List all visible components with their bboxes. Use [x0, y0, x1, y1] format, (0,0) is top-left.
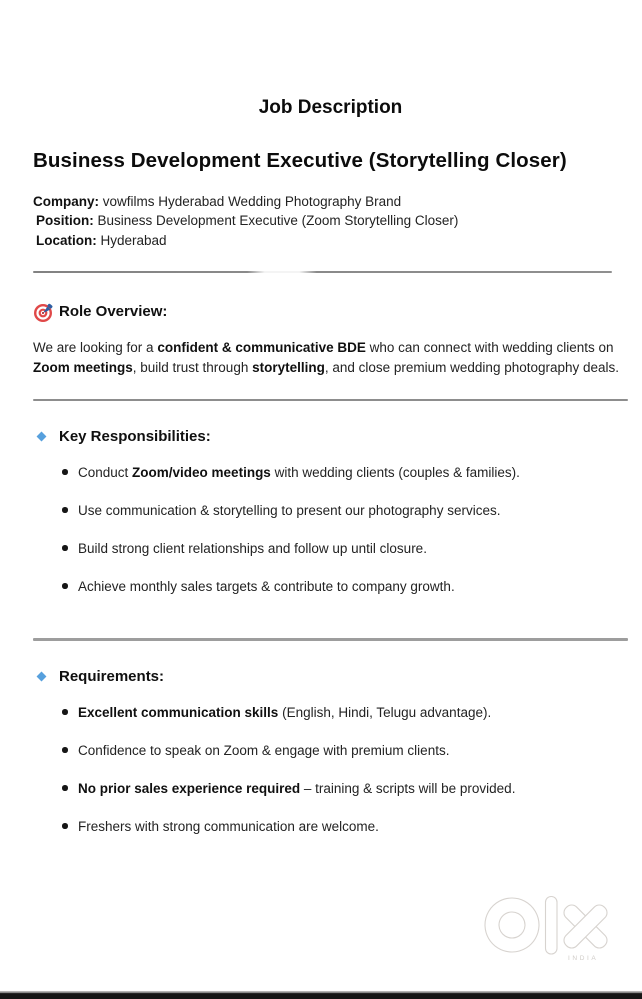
olx-watermark-logo: [483, 895, 615, 965]
list-item: Confidence to speak on Zoom & engage with premium clients.: [33, 742, 628, 759]
olx-india-label: INDIA: [568, 955, 599, 962]
page-title: Job Description: [258, 97, 403, 118]
section-divider: [33, 271, 612, 273]
list-item: Excellent communication skills (English, Hindi, Telugu advantage).: [33, 704, 628, 721]
list-item: Use communication & storytelling to present our photography services.: [33, 502, 628, 519]
list-item: Build strong client relationships and follow up until closure.: [33, 540, 628, 557]
responsibilities-label: Key Responsibilities:: [59, 427, 211, 445]
responsibilities-heading: [33, 427, 628, 447]
position-label: Position:: [36, 213, 94, 229]
position-value: Business Development Executive (Zoom Storytelling Closer): [93, 213, 459, 229]
position-line: [33, 211, 628, 230]
role-overview-paragraph: We are looking for a confident & communicative BDE who can connect with wedding clients on Zoom meetings, build trust through storytelling, and close premium wedding photography deals.: [33, 339, 620, 375]
role-overview-label: Role Overview:: [59, 303, 168, 321]
requirements-list: [33, 704, 628, 835]
location-label: Location:: [36, 232, 97, 248]
list-item: Conduct Zoom/video meetings with wedding clients (couples & families).: [33, 464, 628, 481]
bottom-bar: [0, 991, 642, 999]
job-title-heading: Business Development Executive (Storytelling Closer): [33, 149, 567, 172]
dartboard-target-icon: [33, 302, 54, 323]
requirements-label: Requirements:: [59, 667, 165, 685]
responsibilities-list: [33, 464, 628, 595]
location-line: [33, 231, 628, 250]
role-overview-heading: [33, 302, 628, 323]
blue-diamond-icon: [37, 432, 47, 442]
list-item: Freshers with strong communication are welcome.: [33, 818, 628, 835]
blue-diamond-icon: [37, 672, 47, 682]
list-item: Achieve monthly sales targets & contribute to company growth.: [33, 578, 628, 595]
company-value: vowfilms Hyderabad Wedding Photography Brand: [99, 194, 402, 209]
company-line: [33, 192, 628, 211]
section-divider: [33, 399, 628, 401]
section-divider: [33, 638, 628, 641]
company-label: Company:: [33, 194, 100, 209]
requirements-heading: [33, 667, 628, 687]
location-value: Hyderabad: [96, 232, 167, 248]
list-item: No prior sales experience required – training & scripts will be provided.: [33, 780, 628, 797]
job-meta-block: [33, 192, 628, 250]
